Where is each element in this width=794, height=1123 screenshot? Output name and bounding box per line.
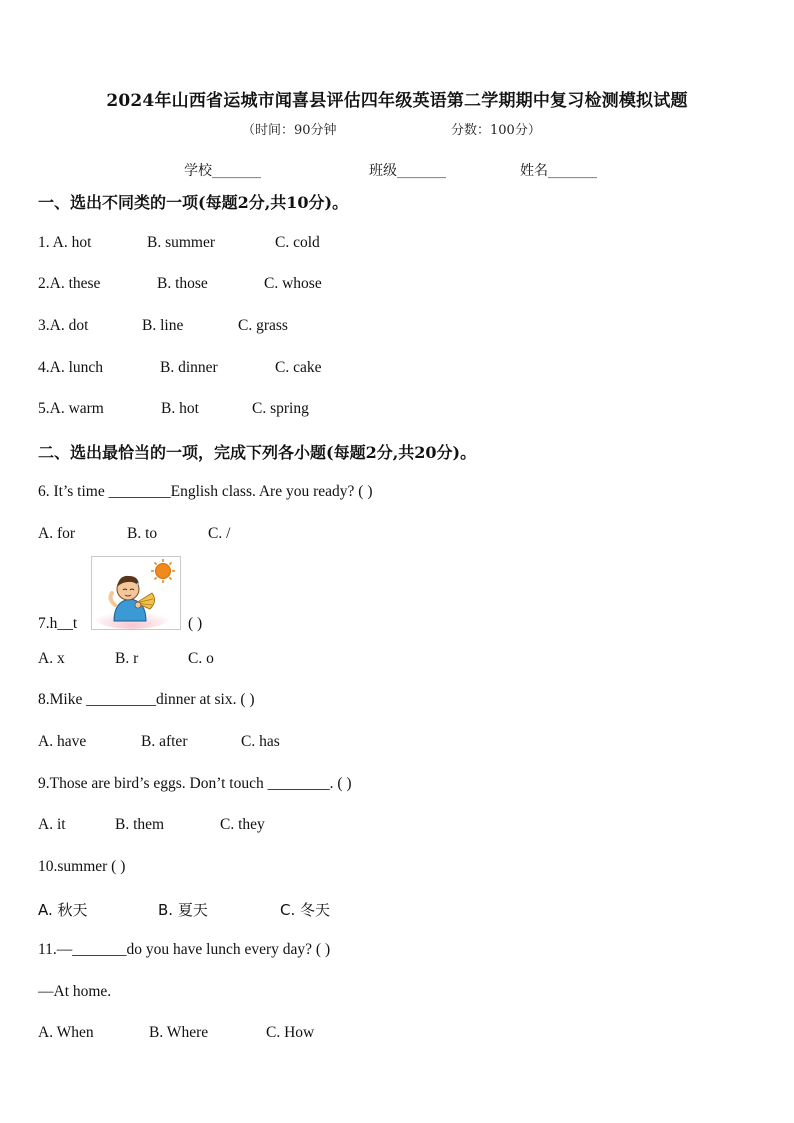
q11-option-a: A. When [38, 1024, 94, 1041]
q8-option-a: A. have [38, 733, 87, 750]
section2-heading: 二、选出最恰当的一项，完成下列各小题(每题2分,共20分)。 [38, 443, 477, 462]
q2-option-b: B. those [157, 275, 208, 292]
q9-option-a: A. it [38, 816, 66, 833]
question-9-stem: 9.Those are bird’s eggs. Don’t touch ________. ( ) [38, 775, 352, 792]
q10-option-b: B. 夏天 [158, 901, 208, 919]
q1-option-b: B. summer [147, 234, 216, 251]
question-11-stem: 11.—_______do you have lunch every day? ( ) [38, 941, 331, 958]
question-10-stem: 10.summer ( ) [38, 858, 126, 875]
q6-option-c: C. / [208, 525, 231, 542]
q11-option-c: C. How [266, 1024, 315, 1041]
q4-option-a: 4.A. lunch [38, 359, 104, 376]
q4-option-c: C. cake [275, 359, 322, 376]
q3-option-c: C. grass [238, 317, 288, 334]
q7-option-c: C. o [188, 650, 214, 667]
school-field: 学校_______ [184, 163, 261, 179]
q8-option-c: C. has [241, 733, 280, 750]
q1-option-c: C. cold [275, 234, 320, 251]
score-label: 分数：100分） [451, 123, 541, 138]
hot-weather-illustration [91, 556, 181, 630]
q2-option-c: C. whose [264, 275, 322, 292]
q1-option-a: 1. A. hot [38, 234, 92, 251]
q5-option-a: 5.A. warm [38, 400, 104, 417]
q9-option-b: B. them [115, 816, 165, 833]
question-8-stem: 8.Mike _________dinner at six. ( ) [38, 691, 255, 708]
name-field: 姓名_______ [520, 163, 597, 179]
q5-option-b: B. hot [161, 400, 199, 417]
time-label: （时间：90分钟 [242, 123, 337, 138]
q10-option-a: A. 秋天 [38, 901, 88, 919]
section1-heading: 一、选出不同类的一项(每题2分,共10分)。 [38, 193, 349, 212]
q9-option-c: C. they [220, 816, 265, 833]
q4-option-b: B. dinner [160, 359, 218, 376]
q8-option-b: B. after [141, 733, 188, 750]
q7-option-a: A. x [38, 650, 65, 667]
q2-option-a: 2.A. these [38, 275, 101, 292]
q11-option-b: B. Where [149, 1024, 209, 1041]
question-6-stem: 6. It’s time ________English class. Are you ready? ( ) [38, 483, 373, 500]
page-title: 2024年山西省运城市闻喜县评估四年级英语第二学期期中复习检测模拟试题 [106, 91, 688, 111]
q7-option-b: B. r [115, 650, 139, 667]
question-7-stem: 7.h__t [38, 615, 78, 632]
q10-option-c: C. 冬天 [280, 901, 331, 919]
q6-option-b: B. to [127, 525, 158, 542]
q3-option-a: 3.A. dot [38, 317, 89, 334]
q6-option-a: A. for [38, 525, 76, 542]
boy-fanning-sun-icon [92, 557, 180, 629]
question-7-paren: ( ) [188, 615, 203, 632]
question-11-reply: —At home. [38, 983, 112, 1000]
q3-option-b: B. line [142, 317, 184, 334]
class-field: 班级_______ [369, 163, 446, 179]
q5-option-c: C. spring [252, 400, 309, 417]
